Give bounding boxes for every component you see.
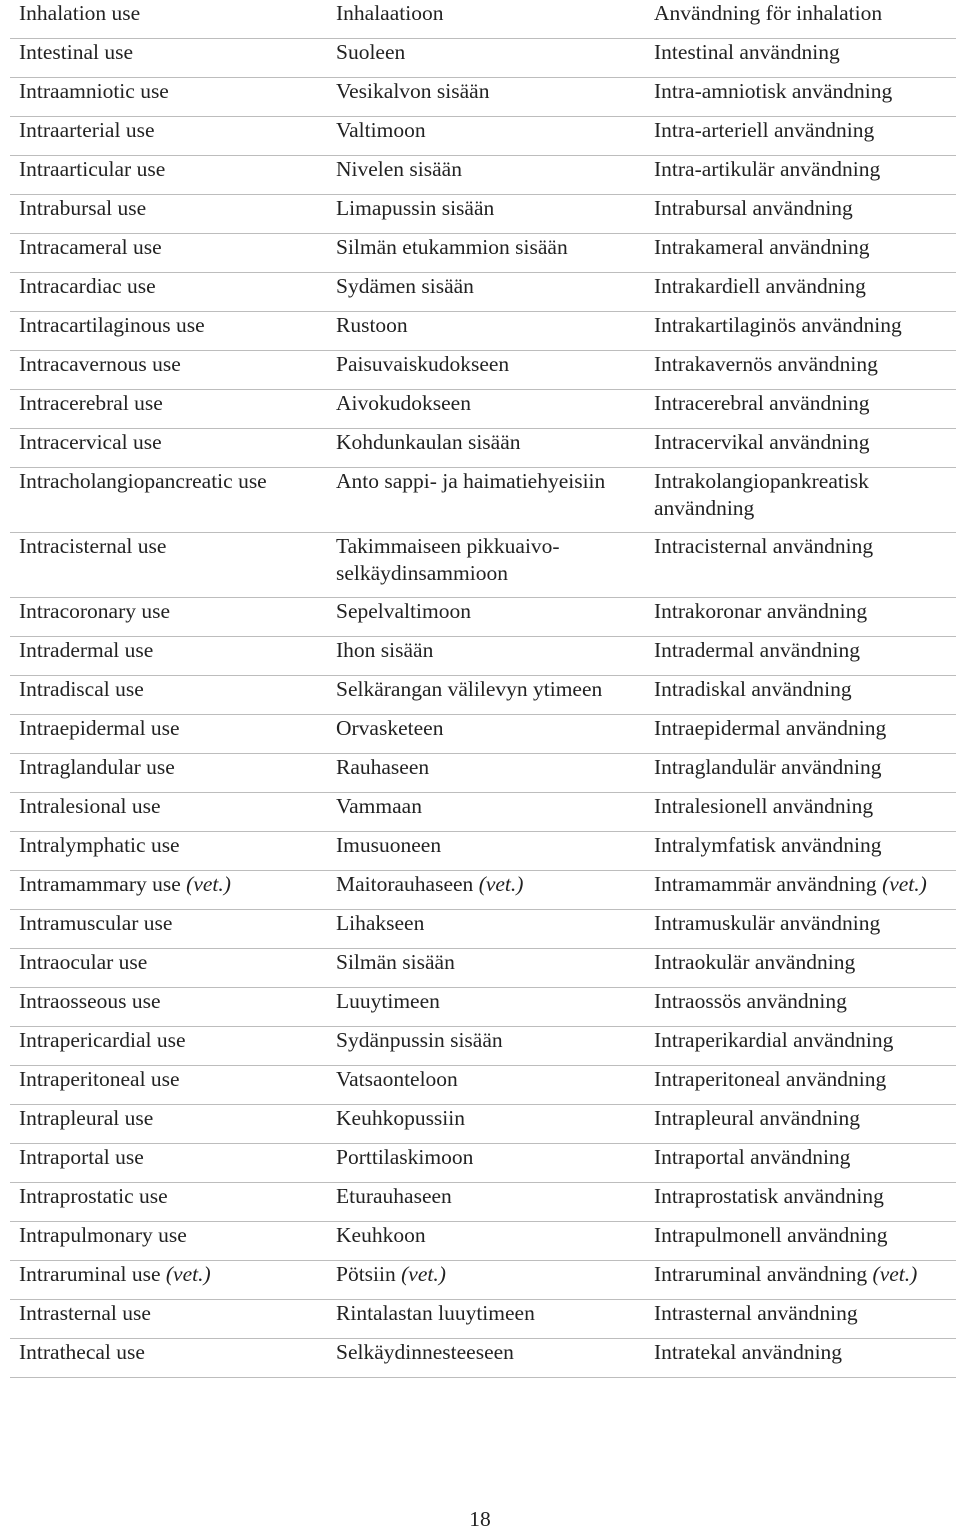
table-row [10,1105,956,1144]
swedish-term-text: Intrakardiell användning [654,274,866,298]
english-term [10,676,327,714]
finnish-term [327,910,645,948]
english-term-text: Intraarterial use [19,118,155,142]
swedish-term-text: Intrakolangiopankreatisk användning [654,469,869,520]
swedish-term-text: Intratekal användning [654,1340,843,1364]
swedish-term [645,949,956,987]
english-term-text: Intrapleural use [19,1106,154,1130]
table-row [10,715,956,754]
english-term-text: Intraruminal use [19,1262,161,1286]
finnish-term [327,1261,645,1299]
finnish-term [327,1144,645,1182]
english-term [10,637,327,675]
swedish-term [645,754,956,792]
finnish-term [327,1066,645,1104]
swedish-term-text: Intra-amniotisk användning [654,79,893,103]
table-row [10,1066,956,1105]
finnish-term-text: Rustoon [336,313,408,337]
swedish-term [645,468,956,532]
swedish-term-text: Intestinal användning [654,40,840,64]
swedish-term-text: Intrakoronar användning [654,599,868,623]
swedish-term [645,1300,956,1338]
vet-note: (vet.) [882,872,927,896]
english-term [10,117,327,155]
english-term-text: Intraosseous use [19,989,161,1013]
finnish-term [327,871,645,909]
finnish-term-text: Selkäydinnesteeseen [336,1340,514,1364]
finnish-term-text: Vatsaonteloon [336,1067,458,1091]
english-term-text: Intraglandular use [19,755,175,779]
table-row [10,676,956,715]
swedish-term-text: Intracisternal användning [654,534,874,558]
english-term-text: Intracisternal use [19,534,167,558]
table-row [10,1144,956,1183]
swedish-term [645,910,956,948]
english-term [10,195,327,233]
finnish-term-text: Rauhaseen [336,755,430,779]
finnish-term [327,1105,645,1143]
english-term-text: Intracervical use [19,430,162,454]
finnish-term-text: Silmän etukammion sisään [336,235,568,259]
finnish-term-text: Vammaan [336,794,422,818]
swedish-term-text: Intracervikal användning [654,430,870,454]
finnish-term [327,715,645,753]
swedish-term-text: Intraperikardial användning [654,1028,894,1052]
english-term-text: Intrapulmonary use [19,1223,187,1247]
finnish-term-text: Suoleen [336,40,406,64]
vet-note: (vet.) [401,1262,446,1286]
table-row [10,429,956,468]
english-term-text: Intestinal use [19,40,134,64]
finnish-term-text: Inhalaatioon [336,1,444,25]
english-term [10,988,327,1026]
finnish-term-text: Sydänpussin sisään [336,1028,503,1052]
english-term [10,312,327,350]
english-term [10,1222,327,1260]
english-term-text: Intradermal use [19,638,154,662]
swedish-term [645,988,956,1026]
swedish-term-text: Intralymfatisk användning [654,833,882,857]
finnish-term [327,0,645,38]
table-row [10,1027,956,1066]
table-row [10,793,956,832]
vet-note: (vet.) [165,1262,211,1286]
swedish-term-text: Intradermal användning [654,638,860,662]
finnish-term [327,533,645,597]
english-term [10,78,327,116]
finnish-term-text: Ihon sisään [336,638,434,662]
table-row [10,390,956,429]
english-term [10,910,327,948]
english-term [10,1261,327,1299]
terms-table [10,0,956,1378]
english-term [10,832,327,870]
english-term [10,39,327,77]
swedish-term-text: Intramuskulär användning [654,911,881,935]
finnish-term-text: Selkärangan välilevyn ytimeen [336,677,603,701]
swedish-term-text: Intraperitoneal användning [654,1067,887,1091]
finnish-term [327,1222,645,1260]
finnish-term-text: Paisuvaiskudokseen [336,352,510,376]
english-term-text: Intracartilaginous use [19,313,205,337]
swedish-term [645,234,956,272]
swedish-term [645,793,956,831]
table-row [10,1300,956,1339]
finnish-term [327,832,645,870]
swedish-term-text: Intraportal användning [654,1145,851,1169]
english-term [10,715,327,753]
swedish-term [645,1144,956,1182]
finnish-term [327,351,645,389]
table-row [10,637,956,676]
swedish-term [645,533,956,597]
swedish-term-text: Intraepidermal användning [654,716,887,740]
swedish-term [645,1027,956,1065]
english-term-text: Intraprostatic use [19,1184,168,1208]
english-term [10,1144,327,1182]
english-term-text: Intracameral use [19,235,162,259]
swedish-term-text: Intra-arteriell användning [654,118,875,142]
english-term [10,1027,327,1065]
swedish-term [645,715,956,753]
finnish-term [327,988,645,1026]
finnish-term-text: Imusuoneen [336,833,442,857]
finnish-term-text: Sepelvaltimoon [336,599,471,623]
english-term-text: Intraocular use [19,950,148,974]
swedish-term-text: Intrabursal användning [654,196,853,220]
english-term-text: Intramuscular use [19,911,173,935]
finnish-term-text: Eturauhaseen [336,1184,452,1208]
finnish-term-text: Valtimoon [336,118,426,142]
swedish-term [645,117,956,155]
swedish-term [645,429,956,467]
english-term-text: Intracavernous use [19,352,181,376]
english-term-text: Intraamniotic use [19,79,169,103]
swedish-term [645,1105,956,1143]
table-row [10,871,956,910]
swedish-term-text: Intrakavernös användning [654,352,878,376]
english-term-text: Intrathecal use [19,1340,145,1364]
table-row [10,312,956,351]
swedish-term-text: Intraprostatisk användning [654,1184,884,1208]
english-term-text: Intracerebral use [19,391,163,415]
english-term [10,429,327,467]
english-term-text: Intraepidermal use [19,716,180,740]
english-term-text: Intralymphatic use [19,833,180,857]
swedish-term [645,351,956,389]
english-term [10,156,327,194]
swedish-term [645,312,956,350]
table-row [10,156,956,195]
page-number: 18 [469,1507,491,1531]
finnish-term [327,637,645,675]
english-term [10,0,327,38]
table-row [10,117,956,156]
english-term-text: Inhalation use [19,1,141,25]
english-term [10,1183,327,1221]
swedish-term-text: Intramammär användning [654,872,877,896]
finnish-term-text: Silmän sisään [336,950,455,974]
swedish-term [645,832,956,870]
table-row [10,1339,956,1378]
vet-note: (vet.) [186,872,231,896]
english-term [10,273,327,311]
table-row [10,273,956,312]
swedish-term-text: Användning för inhalation [654,1,883,25]
finnish-term [327,312,645,350]
finnish-term-text: Maitorauhaseen [336,872,474,896]
finnish-term-text: Pötsiin [336,1262,396,1286]
swedish-term [645,1339,956,1377]
finnish-term-text: Orvasketeen [336,716,444,740]
finnish-term-text: Rintalastan luuytimeen [336,1301,535,1325]
swedish-term [645,156,956,194]
finnish-term [327,676,645,714]
finnish-term [327,273,645,311]
english-term [10,234,327,272]
finnish-term [327,1300,645,1338]
finnish-term [327,429,645,467]
english-term [10,1066,327,1104]
vet-note: (vet.) [478,872,524,896]
table-row [10,1261,956,1300]
table-row [10,949,956,988]
table-row [10,1183,956,1222]
swedish-term-text: Intralesionell användning [654,794,874,818]
english-term-text: Intrapericardial use [19,1028,186,1052]
finnish-term [327,39,645,77]
vet-note: (vet.) [872,1262,918,1286]
swedish-term-text: Intrapleural användning [654,1106,860,1130]
swedish-term-text: Intradiskal användning [654,677,852,701]
swedish-term [645,39,956,77]
english-term-text: Intraportal use [19,1145,144,1169]
table-row [10,0,956,39]
swedish-term [645,78,956,116]
finnish-term [327,949,645,987]
english-term [10,754,327,792]
english-term [10,1105,327,1143]
finnish-term-text: Vesikalvon sisään [336,79,490,103]
finnish-term [327,195,645,233]
finnish-term [327,234,645,272]
swedish-term-text: Intraokulär användning [654,950,856,974]
english-term-text: Intracardiac use [19,274,156,298]
finnish-term-text: Keuhkoon [336,1223,426,1247]
finnish-term-text: Keuhkopussiin [336,1106,465,1130]
finnish-term [327,1339,645,1377]
table-row [10,754,956,793]
english-term [10,598,327,636]
table-row [10,39,956,78]
table-row [10,910,956,949]
english-term [10,533,327,597]
swedish-term [645,0,956,38]
finnish-term-text: Kohdunkaulan sisään [336,430,521,454]
english-term-text: Intralesional use [19,794,161,818]
english-term-text: Intraarticular use [19,157,166,181]
swedish-term-text: Intrapulmonell användning [654,1223,888,1247]
finnish-term [327,754,645,792]
english-term-text: Intrabursal use [19,196,147,220]
finnish-term [327,156,645,194]
english-term-text: Intracholangiopancreatic use [19,469,267,493]
finnish-term-text: Sydämen sisään [336,274,474,298]
english-term-text: Intradiscal use [19,677,144,701]
table-row [10,598,956,637]
finnish-term-text: Takimmaiseen pikkuaivo-selkäydinsammioon [336,534,560,585]
english-term [10,390,327,428]
table-row [10,533,956,598]
swedish-term [645,871,956,909]
finnish-term [327,117,645,155]
english-term-text: Intramammary use [19,872,181,896]
swedish-term-text: Intraruminal användning [654,1262,868,1286]
finnish-term-text: Luuytimeen [336,989,440,1013]
english-term [10,1300,327,1338]
english-term-text: Intraperitoneal use [19,1067,180,1091]
swedish-term [645,273,956,311]
finnish-term [327,1027,645,1065]
swedish-term [645,1066,956,1104]
swedish-term-text: Intra-artikulär användning [654,157,881,181]
english-term [10,468,327,532]
swedish-term [645,637,956,675]
finnish-term-text: Limapussin sisään [336,196,495,220]
swedish-term-text: Intrasternal användning [654,1301,858,1325]
finnish-term-text: Porttilaskimoon [336,1145,474,1169]
table-row [10,1222,956,1261]
finnish-term-text: Nivelen sisään [336,157,462,181]
finnish-term [327,598,645,636]
swedish-term [645,1222,956,1260]
swedish-term [645,1261,956,1299]
swedish-term-text: Intracerebral användning [654,391,870,415]
table-row [10,234,956,273]
swedish-term [645,390,956,428]
table-row [10,78,956,117]
finnish-term-text: Anto sappi- ja haimatiehyeisiin [336,469,606,493]
swedish-term [645,195,956,233]
table-row [10,988,956,1027]
swedish-term-text: Intraossös användning [654,989,847,1013]
table-row [10,351,956,390]
english-term [10,351,327,389]
english-term-text: Intrasternal use [19,1301,151,1325]
finnish-term [327,1183,645,1221]
finnish-term [327,793,645,831]
swedish-term [645,598,956,636]
swedish-term-text: Intrakartilaginös användning [654,313,902,337]
table-row [10,832,956,871]
english-term [10,793,327,831]
table-row [10,468,956,533]
swedish-term [645,1183,956,1221]
finnish-term [327,390,645,428]
english-term-text: Intracoronary use [19,599,171,623]
finnish-term-text: Aivokudokseen [336,391,471,415]
table-row [10,195,956,234]
swedish-term-text: Intraglandulär användning [654,755,882,779]
finnish-term-text: Lihakseen [336,911,425,935]
english-term [10,949,327,987]
swedish-term-text: Intrakameral användning [654,235,870,259]
finnish-term [327,78,645,116]
swedish-term [645,676,956,714]
english-term [10,871,327,909]
finnish-term [327,468,645,532]
english-term [10,1339,327,1377]
